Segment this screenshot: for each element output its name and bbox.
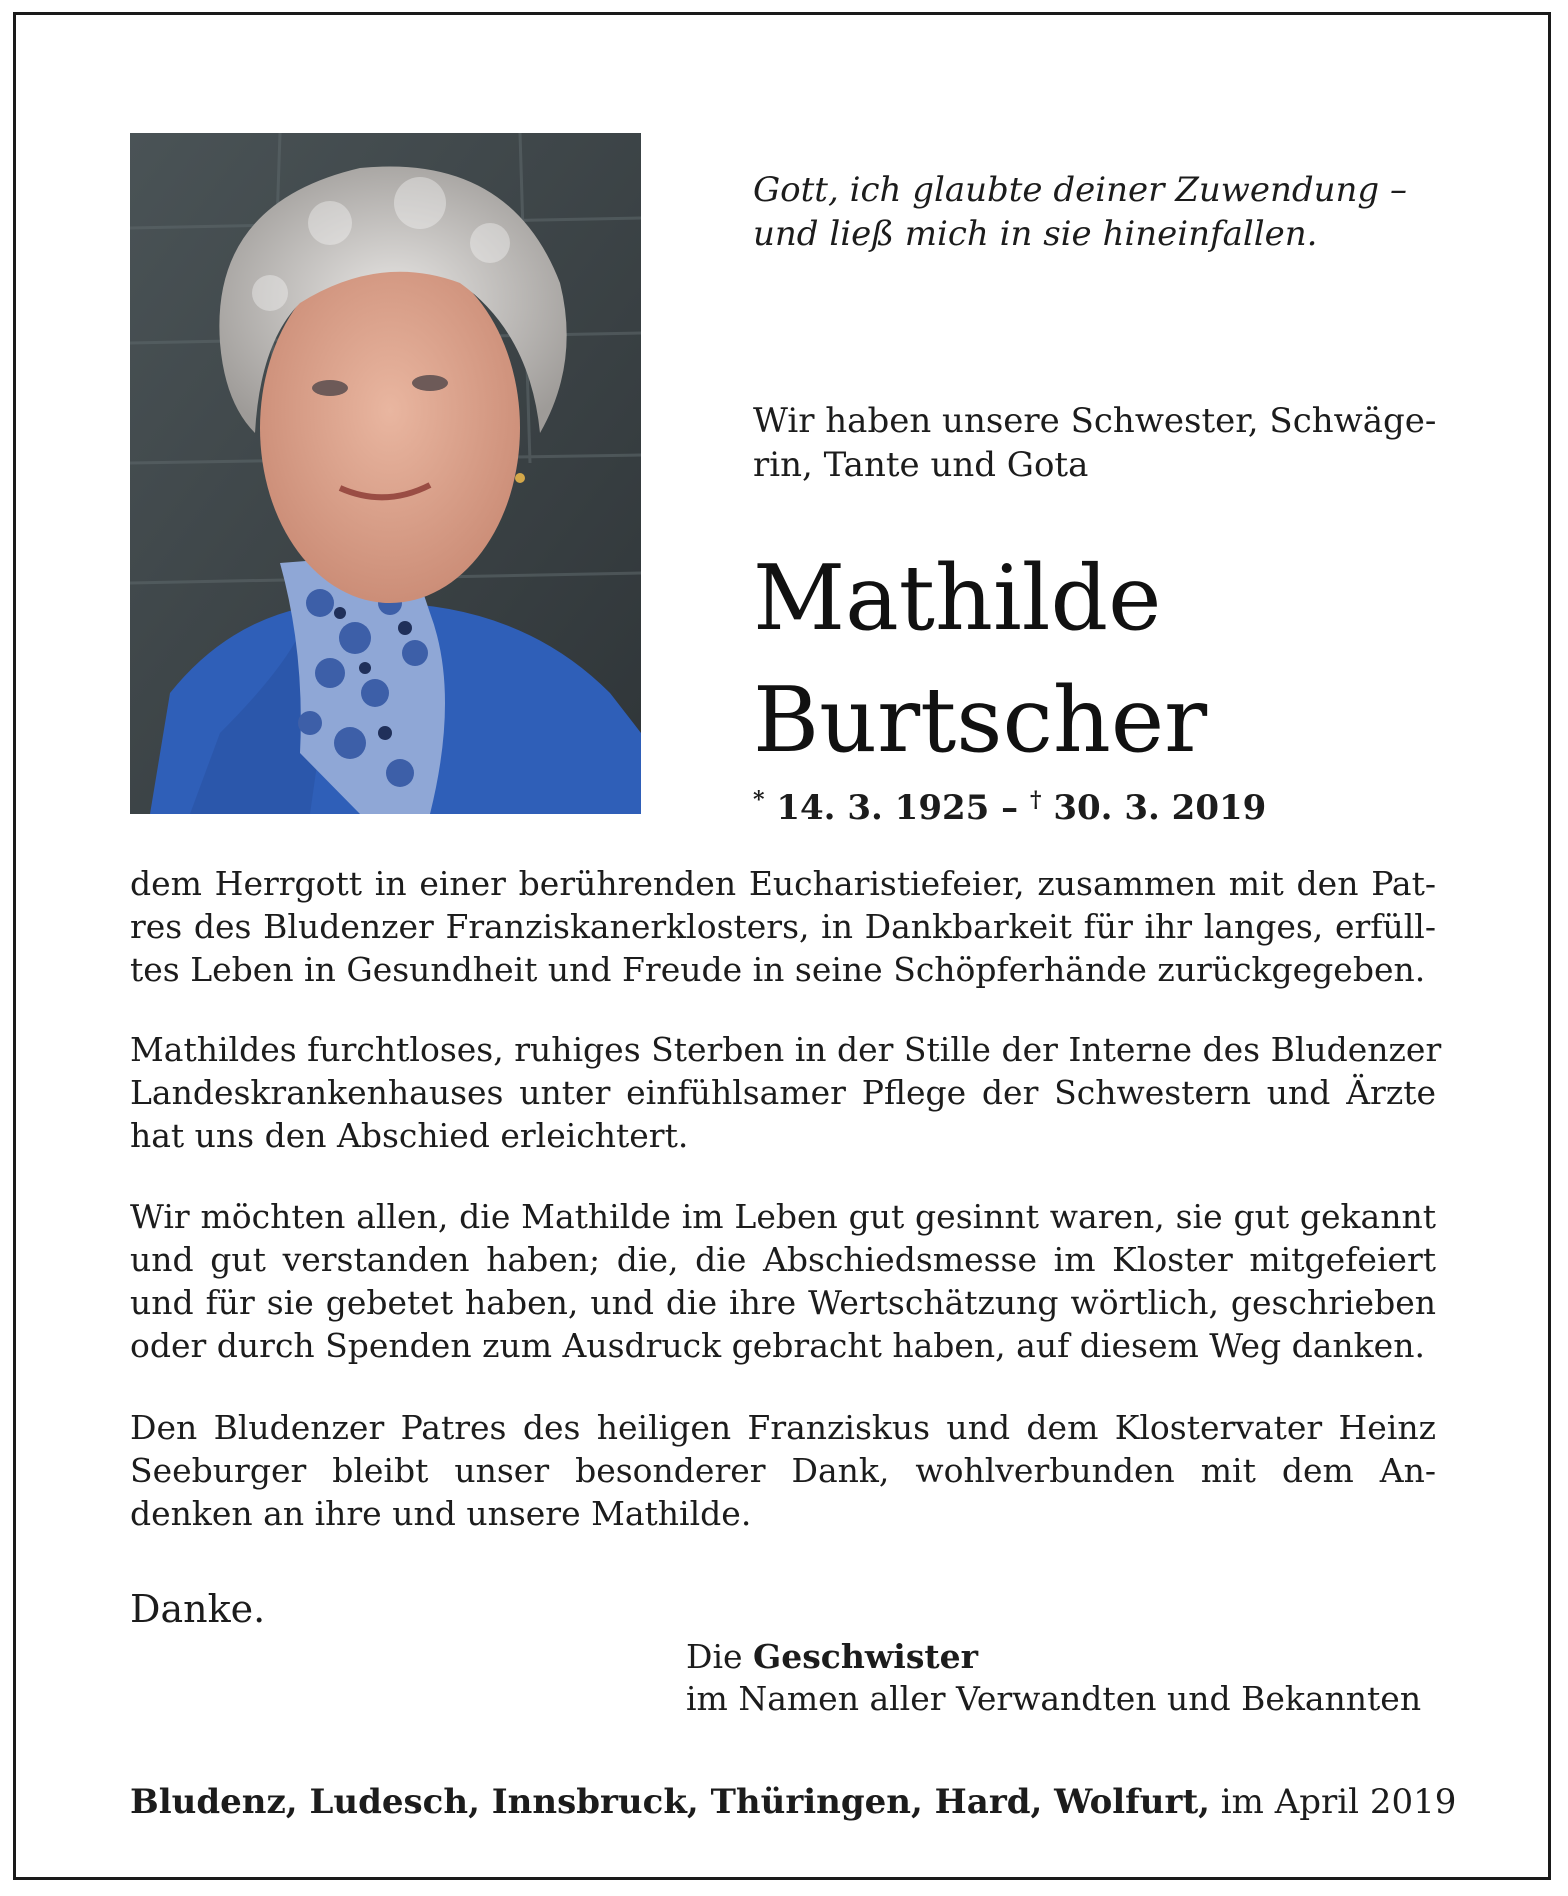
paragraph-thanksgiving [130,862,1436,991]
signature-family: Geschwister [753,1637,979,1676]
text-line: oder durch Spenden zum Ausdruck gebracht haben, auf diesem Weg danken. [130,1326,1425,1365]
footer-places-date [130,1780,1456,1824]
portrait-photo [130,133,641,814]
motto-quote [753,168,1453,256]
intro-text [753,399,1453,487]
text-line: denken an ihre und unsere Mathilde. [130,1494,752,1533]
text-line: res des Bludenzer Franziskanerklosters, in Dankbarkeit für ihr langes, erfüll- [130,907,1436,946]
death-symbol: † [1030,787,1042,813]
text-line: hat uns den Abschied erleichtert. [130,1116,689,1155]
text-line: Den Bludenzer Patres des heiligen Franziskus und dem Klostervater Heinz [130,1408,1436,1447]
paragraph-patres [130,1406,1436,1535]
signature-line-2: im Namen aller Verwandten und Bekannten [686,1679,1422,1718]
signature [686,1636,1421,1720]
text-line: Landeskrankenhauses unter einfühlsamer Pflege der Schwestern und Ärzte [130,1073,1436,1112]
motto-line: und ließ mich in sie hineinfallen. [753,214,1318,254]
paragraph-hospital [130,1028,1442,1157]
date-separator: – [989,788,1030,828]
portrait-illustration [130,133,641,814]
text-line: Seeburger bleibt unser besonderer Dank, wohlverbunden mit dem An- [130,1451,1436,1490]
text-line: tes Leben in Gesundheit und Freude in seine Schöpferhände zurückgegeben. [130,950,1426,989]
signature-line-1 [686,1636,1421,1678]
first-name: Mathilde [753,546,1162,651]
motto-line: Gott, ich glaubte deiner Zuwendung – [753,170,1407,210]
text-line: und für sie gebetet haben, und die ihre Wertschätzung wörtlich, geschrieben [130,1283,1436,1322]
text-line: und gut verstanden haben; die, die Abschiedsmesse im Kloster mitgefeiert [130,1240,1436,1279]
signature-prefix: Die [686,1637,754,1676]
birth-symbol: * [753,787,765,813]
deceased-name [753,538,1453,782]
last-name: Burtscher [753,668,1208,773]
birth-date: 14. 3. 1925 [776,788,990,828]
footer-places: Bludenz, Ludesch, Innsbruck, Thüringen, Hard, Wolfurt, [130,1782,1210,1822]
life-dates [753,778,1266,830]
footer-date: im April 2019 [1209,1782,1457,1822]
paragraph-gratitude [130,1195,1436,1367]
death-date: 30. 3. 2019 [1053,788,1267,828]
intro-line: Wir haben unsere Schwester, Schwäge- [753,401,1437,441]
text-line: Wir möchten allen, die Mathilde im Leben gut gesinnt waren, sie gut gekannt [130,1197,1436,1236]
text-line: dem Herrgott in einer berührenden Eucharistiefeier, zusammen mit den Pat- [130,864,1436,903]
intro-line: rin, Tante und Gota [753,445,1089,485]
text-line: Mathildes furchtloses, ruhiges Sterben in der Stille der Interne des Bludenzer [130,1030,1442,1069]
closing-thanks: Danke. [130,1587,266,1631]
